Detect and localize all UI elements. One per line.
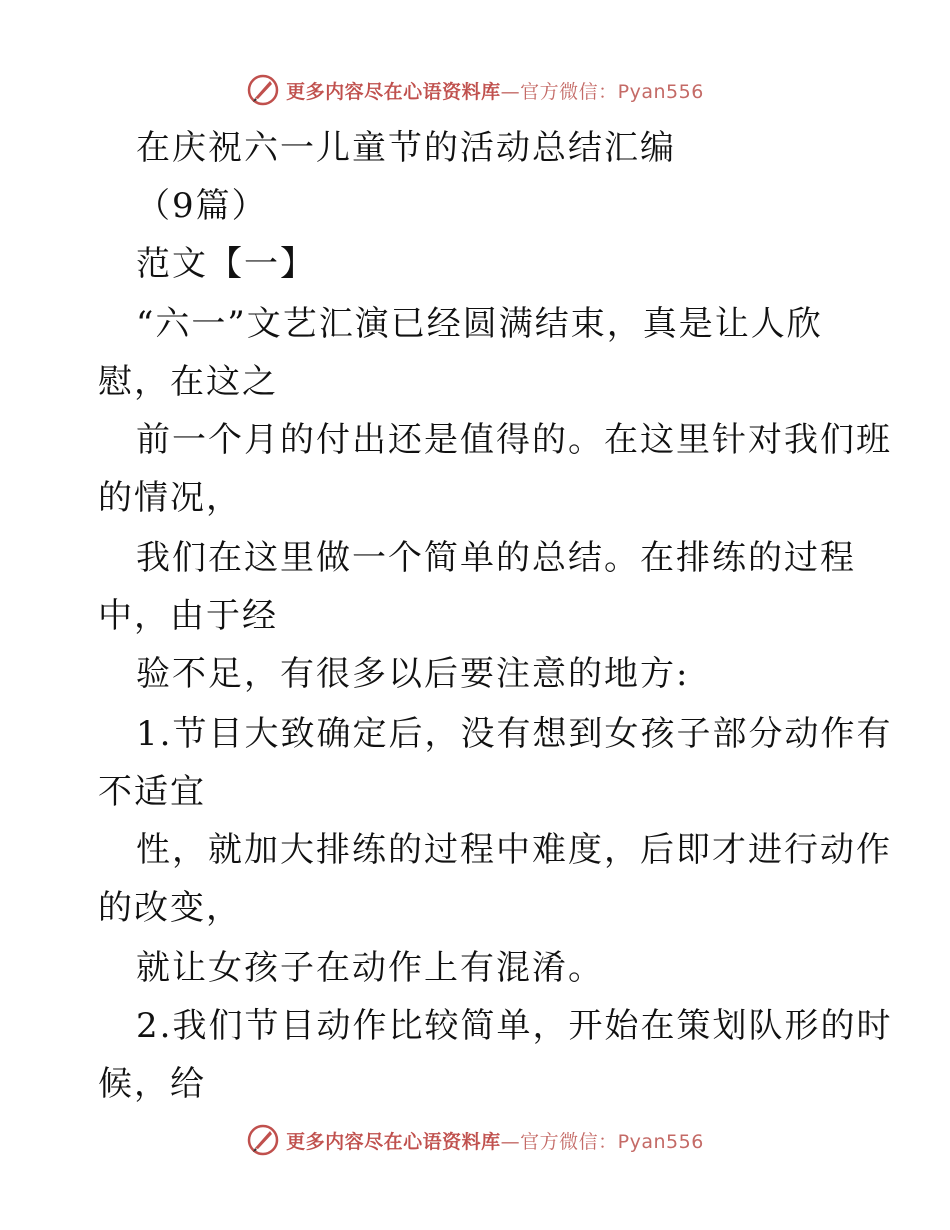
header-watermark-sub: —官方微信：Pyan556 (500, 80, 704, 103)
paragraph-line: 中，由于经 (98, 596, 278, 636)
paragraph-line: 我们在这里做一个简单的总结。在排练的过程 (136, 538, 856, 578)
paragraph-line: 的情况， (98, 478, 242, 518)
paragraph-line: 慰，在这之 (98, 362, 278, 402)
paragraph-line: “六一”文艺汇演已经圆满结束，真是让人欣 (136, 304, 823, 344)
paragraph-line: 2.我们节目动作比较简单，开始在策划队形的时 (136, 1006, 893, 1046)
footer-watermark-main: 更多内容尽在心语资料库 (286, 1130, 501, 1153)
quill-logo-icon (246, 1123, 280, 1157)
paragraph-line: 的改变， (98, 888, 242, 928)
document-subtitle: （9篇） (136, 186, 268, 226)
paragraph-line: 前一个月的付出还是值得的。在这里针对我们班 (136, 420, 892, 460)
paragraph-line: 1.节目大致确定后，没有想到女孩子部分动作有 (136, 714, 893, 754)
footer-watermark-sub: —官方微信：Pyan556 (500, 1130, 704, 1153)
header-watermark (0, 70, 950, 110)
quill-logo-icon (246, 73, 280, 107)
header-watermark-text (286, 77, 704, 104)
footer-watermark-inner (246, 1123, 704, 1157)
footer-watermark (0, 1120, 950, 1160)
paragraph-line: 性，就加大排练的过程中难度，后即才进行动作 (136, 830, 892, 870)
paragraph-line: 不适宜 (98, 772, 206, 812)
paragraph-line: 验不足，有很多以后要注意的地方: (136, 654, 690, 694)
header-watermark-inner (246, 73, 704, 107)
section-heading: 范文【一】 (136, 244, 316, 284)
header-watermark-main: 更多内容尽在心语资料库 (286, 80, 501, 103)
document-title: 在庆祝六一儿童节的活动总结汇编 (136, 128, 676, 168)
footer-watermark-text (286, 1127, 704, 1154)
paragraph-line: 就让女孩子在动作上有混淆。 (136, 948, 604, 988)
paragraph-line: 候，给 (98, 1064, 206, 1104)
